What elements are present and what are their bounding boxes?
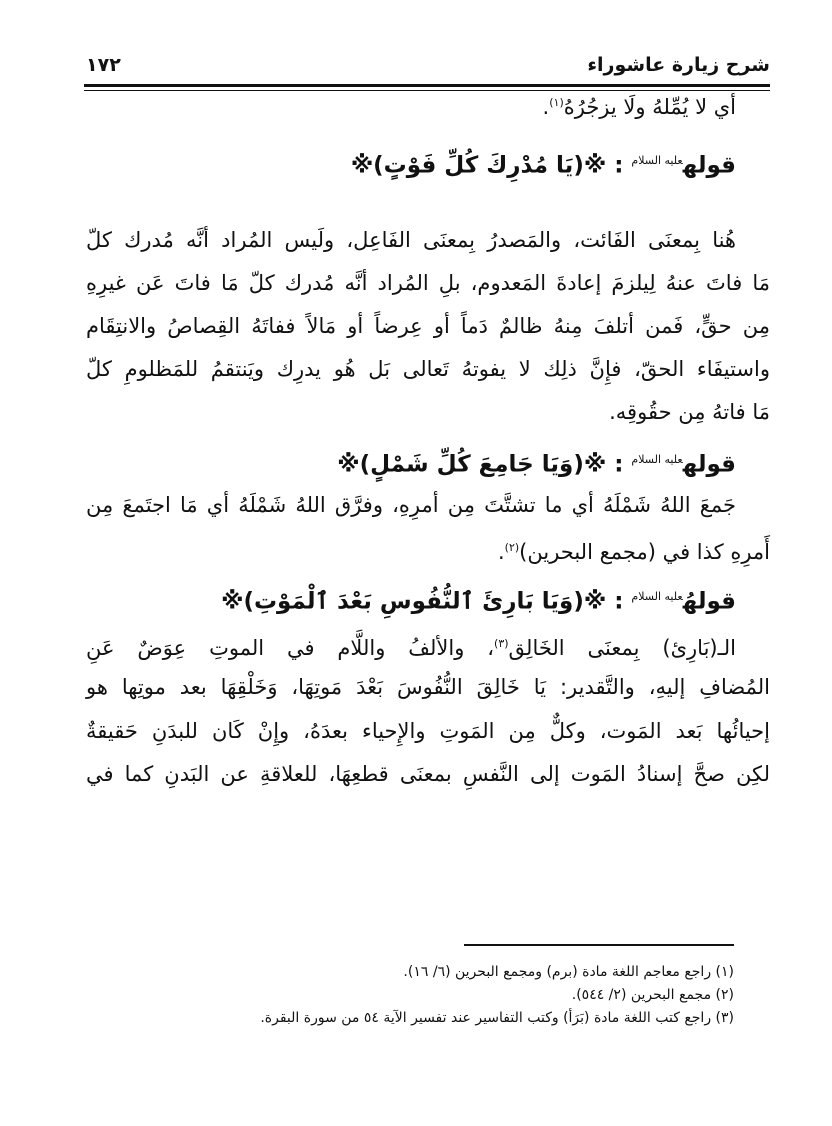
paragraph-line: المُضافِ إليهِ، والتَّقدير: يَا خَالِقَ النُّفُوسَ بَعْدَ مَوتِهَا، وَخَلْقِهَا بعد موتِها هو — [86, 675, 770, 699]
paragraph-line: مِن حقٍّ، فَمن أتلفَ مِنهُ ظالمٌ دَماً أو عِرضاً أو مَالاً ففاتَهُ القِصاصُ والانتِقَام — [86, 314, 770, 338]
footnote-ref[interactable]: (١) — [549, 96, 564, 109]
salutation-mark: عليه السلام — [631, 453, 683, 466]
heading-prefix: قوله — [682, 152, 736, 179]
paragraph-line — [86, 533, 770, 567]
line-text: ، والألفُ واللَّام في الموتِ عِوَضٌ عَنِ — [86, 636, 495, 660]
line-text: الـ(بَارِئ) بِمعنَى الخَالِق — [508, 636, 736, 660]
paragraph-line: لكِن صحَّ إسنادُ المَوت إلى النَّفسِ بمعنَى قطعِهَا، للعلاقةِ عن البَدنِ كما في — [86, 762, 770, 786]
section-heading-1 — [86, 146, 736, 181]
section-heading-3 — [86, 582, 736, 617]
heading-text: : ※(وَيَا جَامِعَ كُلِّ شَمْلٍ)※ — [337, 451, 624, 478]
line-text: أي لا يُمِّلهُ ولَا يزجُرُهُ — [563, 95, 736, 119]
heading-text: : ※(يَا مُدْرِكَ كُلِّ فَوْتٍ)※ — [350, 152, 624, 179]
heading-text: : ※(وَيَا بَارِئَ ٱلنُّفُوسِ بَعْدَ ٱلْمَوْتِ)※ — [221, 588, 624, 615]
footnote-ref[interactable]: (٢) — [504, 541, 520, 554]
footnote-3: (٣) راجع كتب اللغة مادة (بَرَأ) وكتب التفاسير عند تفسير الآية ٥٤ من سورة البقرة. — [260, 1010, 734, 1026]
paragraph-line: واستيفَاء الحقّ، فإِنَّ ذلِك لا يفوتهُ تَعالى بَل هُو يدرِك ويَنتقمُ للمَظلومِ كلّ — [86, 357, 770, 381]
heading-prefix: قوله — [682, 451, 736, 478]
text-line — [86, 88, 736, 122]
running-header-title: شرح زيارة عاشوراء — [587, 54, 770, 76]
paragraph-line — [86, 629, 736, 663]
line-end: . — [542, 95, 550, 119]
heading-prefix: قولهُ — [682, 588, 736, 615]
footnote-ref[interactable]: (٣) — [494, 637, 509, 650]
paragraph-line: إحيائُها بَعد المَوت، وكلٌّ مِن المَوتِ والإِحياء بعدَهُ، وإِنْ كَان للبدَنِ حَقيقةٌ — [86, 719, 770, 743]
footnote-1: (١) راجع معاجم اللغة مادة (برم) ومجمع البحرين (٦/ ١٦). — [403, 964, 734, 980]
paragraph-line: هُنا بِمعنَى الفَائت، والمَصدرُ بِمعنَى الفَاعِل، ولَيس المُراد أنَّه مُدرك كلّ — [86, 228, 736, 252]
header-rule — [84, 84, 770, 87]
footnote-2: (٢) مجمع البحرين (٢/ ٥٤٤). — [571, 987, 734, 1003]
salutation-mark: عليه السلام — [631, 154, 683, 167]
salutation-mark: عليه السلام — [631, 590, 683, 603]
section-heading-2 — [86, 445, 736, 480]
paragraph-line: مَا فاتهُ مِن حقُوقِه. — [609, 400, 770, 424]
line-end: . — [497, 540, 505, 564]
page-number: ١٧٢ — [86, 54, 121, 76]
paragraph-line: مَا فاتَ عنهُ لِيلزمَ إعادةَ المَعدوم، بلِ المُراد أنَّه مُدرك كلّ مَا فاتَ عَن غيرِهِ — [86, 271, 770, 295]
line-text: أَمرِهِ كذا في (مجمع البحرين) — [519, 540, 770, 564]
footnote-separator — [464, 944, 734, 946]
paragraph-line: جَمعَ اللهُ شَمْلَهُ أي ما تشتَّتَ مِن أمرِهِ، وفرَّق اللهُ شَمْلَهُ أي مَا اجتَمعَ مِن — [86, 493, 736, 517]
